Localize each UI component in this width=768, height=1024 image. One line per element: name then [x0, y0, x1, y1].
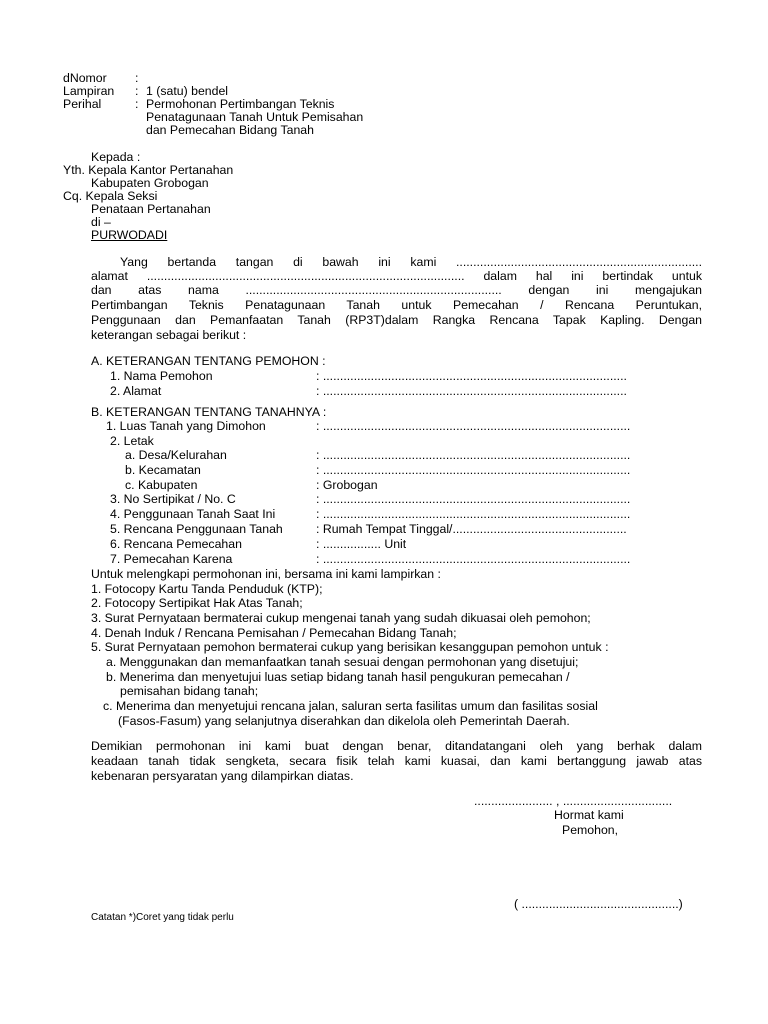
attachment-subitem: a. Menggunakan dan memanfaatkan tanah sesuai dengan permohonan yang disetujui;	[106, 655, 579, 669]
field-value: : .........................................................................................	[316, 385, 627, 398]
perihal-line: Permohonan Pertimbangan Teknis	[146, 97, 335, 111]
perihal-line: dan Pemecahan Bidang Tanah	[146, 123, 314, 137]
intro-line: keterangan sebagai berikut :	[91, 328, 247, 342]
closing-line: kebenaran persyaratan yang dilampirkan diatas.	[91, 769, 354, 783]
lampiran-colon: :	[135, 84, 139, 98]
intro-line: Pertimbangan Teknis Penatagunaan Tanah untuk Pemecahan / Rencana Peruntukan,	[91, 298, 702, 312]
intro-line: Penggunaan dan Pemanfaatan Tanah (RP3T)dalam Rangka Rencana Tapak Kapling. Dengan	[91, 313, 702, 327]
field-value: : ..........................................................................................	[316, 449, 631, 462]
field-value: : Grobogan	[316, 479, 378, 492]
place-date: ....................... , ................................	[474, 794, 673, 808]
field-label: c. Kabupaten	[125, 478, 198, 492]
field-label: a. Desa/Kelurahan	[125, 448, 227, 462]
attachment-subitem: b. Menerima dan menyetujui luas setiap bidang tanah hasil pengukuran pemecahan /	[106, 670, 570, 684]
field-label: 4. Penggunaan Tanah Saat Ini	[110, 507, 276, 521]
closing-line: keadaan tanah tidak sengketa, secara fisik telah kami kuasai, dan kami bertanggung jawab atas	[91, 754, 702, 768]
signature-name-line: ( ..............................................)	[514, 897, 683, 911]
field-label: b. Kecamatan	[125, 463, 201, 477]
field-value: : .........................................................................................	[316, 370, 627, 383]
attachment-item: 5. Surat Pernyataan pemohon bermaterai cukup yang berisikan kesanggupan pemohon untuk :	[91, 640, 609, 654]
nomor-label: dNomor	[63, 71, 107, 85]
field-label: 5. Rencana Penggunaan Tanah	[110, 522, 283, 536]
attachment-subitem: c. Menerima dan menyetujui rencana jalan, saluran serta fasilitas umum dan fasilitas sosial	[103, 699, 598, 713]
city-line: PURWODADI	[91, 228, 168, 242]
field-value: : ..........................................................................................	[316, 553, 631, 566]
hormat-kami: Hormat kami	[554, 808, 624, 822]
kabupaten-line: Kabupaten Grobogan	[91, 176, 209, 190]
di-line: di –	[91, 215, 111, 229]
closing-line: Demikian permohonan ini kami buat dengan benar, ditandatangani oleh yang berhak dalam	[91, 739, 702, 753]
section-b-title: B. KETERANGAN TENTANG TANAHNYA :	[91, 405, 327, 419]
field-label: 3. No Sertipikat / No. C	[110, 492, 236, 506]
yth-line: Yth. Kepala Kantor Pertanahan	[63, 163, 234, 177]
field-value: : ..........................................................................................	[316, 464, 631, 477]
field-label: 1. Nama Pemohon	[110, 369, 213, 383]
field-label: 7. Pemecahan Karena	[110, 552, 233, 566]
field-label: 2. Letak	[110, 434, 154, 448]
perihal-label: Perihal	[63, 97, 102, 111]
lampiran-label: Lampiran	[63, 84, 115, 98]
field-label: 2. Alamat	[110, 384, 162, 398]
section-a-title: A. KETERANGAN TENTANG PEMOHON :	[91, 354, 326, 368]
attachments-intro: Untuk melengkapi permohonan ini, bersama ini kami lampirkan :	[91, 567, 441, 581]
intro-line: Yang bertanda tangan di bawah ini kami ........................................................................	[120, 255, 702, 269]
perihal-line: Penatagunaan Tanah Untuk Pemisahan	[146, 110, 364, 124]
attachment-subitem: pemisahan bidang tanah;	[120, 684, 259, 698]
intro-line: alamat ............................................................................................. dalam hal ini bertindak untuk	[91, 269, 702, 283]
attachment-item: 1. Fotocopy Kartu Tanda Penduduk (KTP);	[91, 582, 323, 596]
field-label: 6. Rencana Pemecahan	[110, 537, 242, 551]
attachment-item: 2. Fotocopy Sertipikat Hak Atas Tanah;	[91, 596, 303, 610]
attachment-item: 4. Denah Induk / Rencana Pemisahan / Pemecahan Bidang Tanah;	[91, 626, 457, 640]
attachment-item: 3. Surat Pernyataan bermaterai cukup mengenai tanah yang sudah dikuasai oleh pemohon;	[91, 611, 591, 625]
perihal-colon: :	[135, 97, 139, 111]
lampiran-value: 1 (satu) bendel	[146, 84, 229, 98]
pemohon-label: Pemohon,	[562, 823, 619, 837]
kepada-label: Kepada :	[91, 150, 141, 164]
field-value: : ..........................................................................................	[316, 493, 631, 506]
footnote: Catatan *)Coret yang tidak perlu	[91, 912, 234, 923]
seksi-line: Penataan Pertanahan	[91, 202, 211, 216]
field-value: : ................. Unit	[316, 538, 407, 551]
attachment-subitem: (Fasos-Fasum) yang selanjutnya diserahkan dan dikelola oleh Pemerintah Daerah.	[118, 714, 570, 728]
cq-line: Cq. Kepala Seksi	[63, 189, 158, 203]
field-label: 1. Luas Tanah yang Dimohon	[106, 419, 266, 433]
field-value: : Rumah Tempat Tinggal/...................................................	[316, 523, 627, 536]
intro-line: dan atas nama ........................................................................... dengan ini mengajukan	[91, 283, 702, 297]
field-value: : ..........................................................................................	[316, 420, 631, 433]
field-value: : ..........................................................................................	[316, 508, 631, 521]
nomor-colon: :	[135, 71, 139, 85]
